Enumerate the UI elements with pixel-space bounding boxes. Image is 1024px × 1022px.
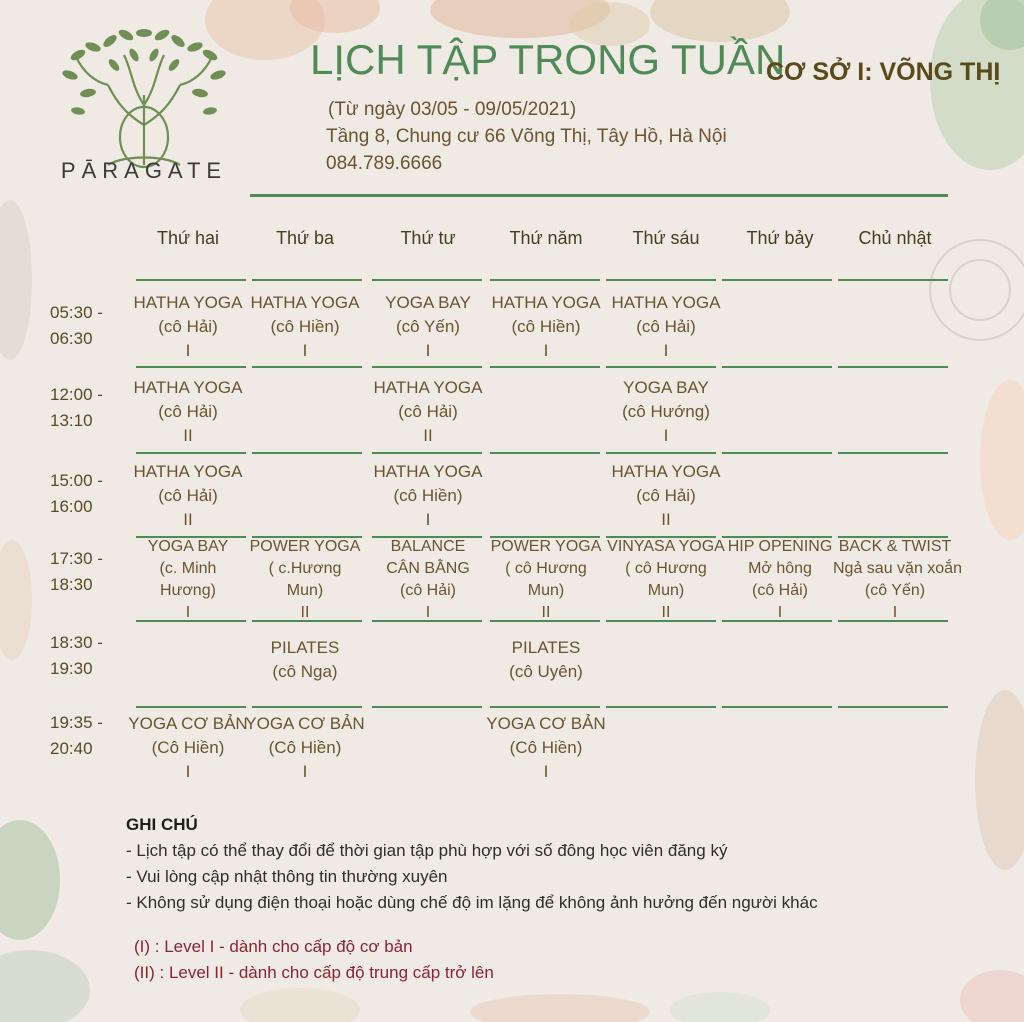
class-level: I <box>425 604 431 621</box>
class-cell <box>126 536 250 624</box>
level-legend <box>134 934 494 986</box>
teacher-name: (Cô Hiền) <box>509 738 583 757</box>
class-name: YOGA BAY <box>147 538 229 555</box>
class-name: HATHA YOGA <box>133 378 243 397</box>
class-level: I <box>663 426 669 445</box>
header-divider <box>250 194 948 197</box>
teacher-name: (c. Minh <box>159 560 217 577</box>
grid-rule <box>722 452 832 454</box>
class-level: I <box>892 604 898 621</box>
class-name: YOGA CƠ BẢN <box>486 714 606 733</box>
notes-section <box>126 812 818 916</box>
grid-rule <box>252 279 362 281</box>
day-header: Thứ bảy <box>746 228 814 248</box>
teacher-name: (cô Nga) <box>272 662 338 681</box>
grid-rule <box>490 706 600 708</box>
grid-rule <box>372 706 482 708</box>
day-header: Chủ nhật <box>858 228 932 248</box>
class-cell <box>366 460 490 532</box>
teacher-name: (cô Hướng) <box>622 402 710 421</box>
teacher-name: (cô Hải) <box>399 582 456 599</box>
teacher-name: (cô Hải) <box>636 486 696 505</box>
time-label: 05:30 - <box>50 303 103 322</box>
address: Tầng 8, Chung cư 66 Võng Thị, Tây Hồ, Hà Nội <box>326 126 727 147</box>
class-cell <box>126 460 250 532</box>
grid-rule <box>722 706 832 708</box>
teacher-name: (cô Hiền) <box>393 486 463 505</box>
class-level: I <box>302 762 308 781</box>
class-cell <box>243 636 367 684</box>
class-cell <box>604 536 728 624</box>
class-name: HATHA YOGA <box>611 293 721 312</box>
class-name: HATHA YOGA <box>491 293 601 312</box>
page-title: LỊCH TẬP TRONG TUẦN <box>310 36 786 83</box>
time-label: 06:30 <box>50 329 93 348</box>
class-name: YOGA CƠ BẢN <box>128 714 248 733</box>
class-name: HATHA YOGA <box>373 378 483 397</box>
time-slot <box>50 382 120 434</box>
class-name: HATHA YOGA <box>373 462 483 481</box>
class-cell <box>484 536 608 624</box>
class-name-secondary: CÂN BẰNG <box>386 560 470 577</box>
class-level: I <box>663 341 669 360</box>
class-name: BALANCE <box>390 538 466 555</box>
class-cell <box>366 536 490 624</box>
class-cell <box>126 376 250 448</box>
class-name: HATHA YOGA <box>611 462 721 481</box>
time-label: 19:35 - <box>50 713 103 732</box>
grid-rule <box>372 279 482 281</box>
grid-rule <box>372 452 482 454</box>
note-item: - Lịch tập có thể thay đổi để thời gian tập phù hợp với số đông học viên đăng ký <box>126 841 728 860</box>
class-name-secondary: Mở hông <box>748 560 812 577</box>
class-name: PILATES <box>270 638 340 657</box>
class-level: I <box>185 604 191 621</box>
day-header: Thứ tư <box>400 228 456 248</box>
brand-name: PĀRAGATE <box>60 158 228 183</box>
notes-heading: GHI CHÚ <box>126 815 198 834</box>
class-name: HIP OPENING <box>727 538 833 555</box>
grid-rule <box>252 452 362 454</box>
teacher-name: (cô Hải) <box>751 582 808 599</box>
grid-rule <box>136 706 246 708</box>
teacher-name: (cô Hải) <box>158 402 218 421</box>
time-slot <box>50 630 120 682</box>
class-cell <box>484 291 608 363</box>
time-label: 15:00 - <box>50 471 103 490</box>
class-name: PILATES <box>511 638 581 657</box>
grid-rule <box>490 279 600 281</box>
time-label: 16:00 <box>50 497 93 516</box>
level-legend-item: (II) : Level II - dành cho cấp độ trung cấp trở lên <box>134 963 494 982</box>
class-level: I <box>425 510 431 529</box>
class-cell <box>126 712 250 784</box>
class-name: BACK & TWIST <box>838 538 952 555</box>
class-name-secondary: Ngả sau vặn xoắn <box>833 560 962 577</box>
class-name: HATHA YOGA <box>250 293 360 312</box>
grid-rule <box>838 366 948 368</box>
grid-rule <box>722 279 832 281</box>
class-level: I <box>302 341 308 360</box>
class-level: I <box>777 604 783 621</box>
class-level: II <box>661 604 671 621</box>
class-level: I <box>185 341 191 360</box>
teacher-name: ( c.Hương <box>268 560 342 577</box>
grid-rule <box>838 279 948 281</box>
grid-rule <box>136 366 246 368</box>
grid-rule <box>136 279 246 281</box>
class-level: II <box>541 604 551 621</box>
class-cell <box>604 291 728 363</box>
teacher-name-cont: Mun) <box>286 582 324 599</box>
teacher-name: ( cô Hương <box>505 560 587 577</box>
class-name: HATHA YOGA <box>133 293 243 312</box>
time-label: 17:30 - <box>50 549 103 568</box>
date-range: (Từ ngày 03/05 - 09/05/2021) <box>328 99 577 120</box>
grid-rule <box>490 366 600 368</box>
schedule-info <box>326 96 727 177</box>
teacher-name: (cô Hải) <box>158 486 218 505</box>
class-cell <box>243 291 367 363</box>
class-level: I <box>425 341 431 360</box>
day-header: Thứ hai <box>156 228 220 248</box>
teacher-name: (cô Uyên) <box>509 662 583 681</box>
class-level: II <box>300 604 310 621</box>
class-name: VINYASA YOGA <box>607 538 725 555</box>
class-level: II <box>183 510 193 529</box>
grid-rule <box>252 706 362 708</box>
class-cell <box>366 291 490 363</box>
time-slot <box>50 300 120 352</box>
note-item: - Không sử dụng điện thoại hoặc dùng chế độ im lặng để không ảnh hưởng đến người khác <box>126 893 818 912</box>
time-slot <box>50 546 120 598</box>
class-level: I <box>543 762 549 781</box>
class-cell <box>718 536 842 624</box>
day-header: Thứ ba <box>275 228 335 248</box>
class-level: II <box>423 426 433 445</box>
time-label: 19:30 <box>50 659 93 678</box>
time-label: 18:30 <box>50 575 93 594</box>
time-slot <box>50 710 120 762</box>
time-label: 20:40 <box>50 739 93 758</box>
class-name: HATHA YOGA <box>133 462 243 481</box>
level-legend-item: (I) : Level I - dành cho cấp độ cơ bản <box>134 937 413 956</box>
class-level: II <box>183 426 193 445</box>
grid-rule <box>838 452 948 454</box>
grid-rule <box>722 366 832 368</box>
grid-rule <box>606 279 716 281</box>
grid-rule <box>372 366 482 368</box>
class-cell <box>604 376 728 448</box>
teacher-name: (Cô Hiền) <box>268 738 342 757</box>
teacher-name: ( cô Hương <box>625 560 707 577</box>
grid-rule <box>252 366 362 368</box>
grid-rule <box>606 366 716 368</box>
class-name: YOGA BAY <box>385 293 471 312</box>
class-cell <box>366 376 490 448</box>
class-cell <box>484 636 608 684</box>
class-level: II <box>661 510 671 529</box>
time-label: 13:10 <box>50 411 93 430</box>
class-cell <box>126 291 250 363</box>
teacher-name: (cô Hiền) <box>270 317 340 336</box>
class-cell <box>243 712 367 784</box>
teacher-name: (cô Yến) <box>396 317 460 336</box>
branch-name: CƠ SỞ I: VÕNG THỊ <box>766 58 1001 86</box>
class-name: POWER YOGA <box>249 538 361 555</box>
teacher-name: (cô Hải) <box>636 317 696 336</box>
teacher-name-cont: Mun) <box>527 582 565 599</box>
class-cell <box>243 536 367 624</box>
class-name: YOGA BAY <box>623 378 709 397</box>
class-level: I <box>543 341 549 360</box>
time-slot <box>50 468 120 520</box>
teacher-name-cont: Hương) <box>160 582 216 599</box>
grid-rule <box>838 706 948 708</box>
day-header: Thứ sáu <box>632 228 700 248</box>
class-level: I <box>185 762 191 781</box>
teacher-name: (cô Hải) <box>398 402 458 421</box>
class-cell <box>604 460 728 532</box>
grid-rule <box>606 452 716 454</box>
teacher-name: (cô Hải) <box>158 317 218 336</box>
class-cell <box>484 712 608 784</box>
teacher-name: (cô Yến) <box>864 582 926 599</box>
teacher-name-cont: Mun) <box>647 582 685 599</box>
class-cell <box>833 536 962 624</box>
phone: 084.789.6666 <box>326 153 443 174</box>
class-name: POWER YOGA <box>490 538 602 555</box>
teacher-name: (Cô Hiền) <box>151 738 225 757</box>
teacher-name: (cô Hiền) <box>511 317 581 336</box>
note-item: - Vui lòng cập nhật thông tin thường xuyên <box>126 867 448 886</box>
grid-rule <box>606 706 716 708</box>
day-header: Thứ năm <box>509 228 583 248</box>
class-name: YOGA CƠ BẢN <box>245 714 365 733</box>
grid-rule <box>136 452 246 454</box>
time-label: 18:30 - <box>50 633 103 652</box>
time-label: 12:00 - <box>50 385 103 404</box>
grid-rule <box>490 452 600 454</box>
